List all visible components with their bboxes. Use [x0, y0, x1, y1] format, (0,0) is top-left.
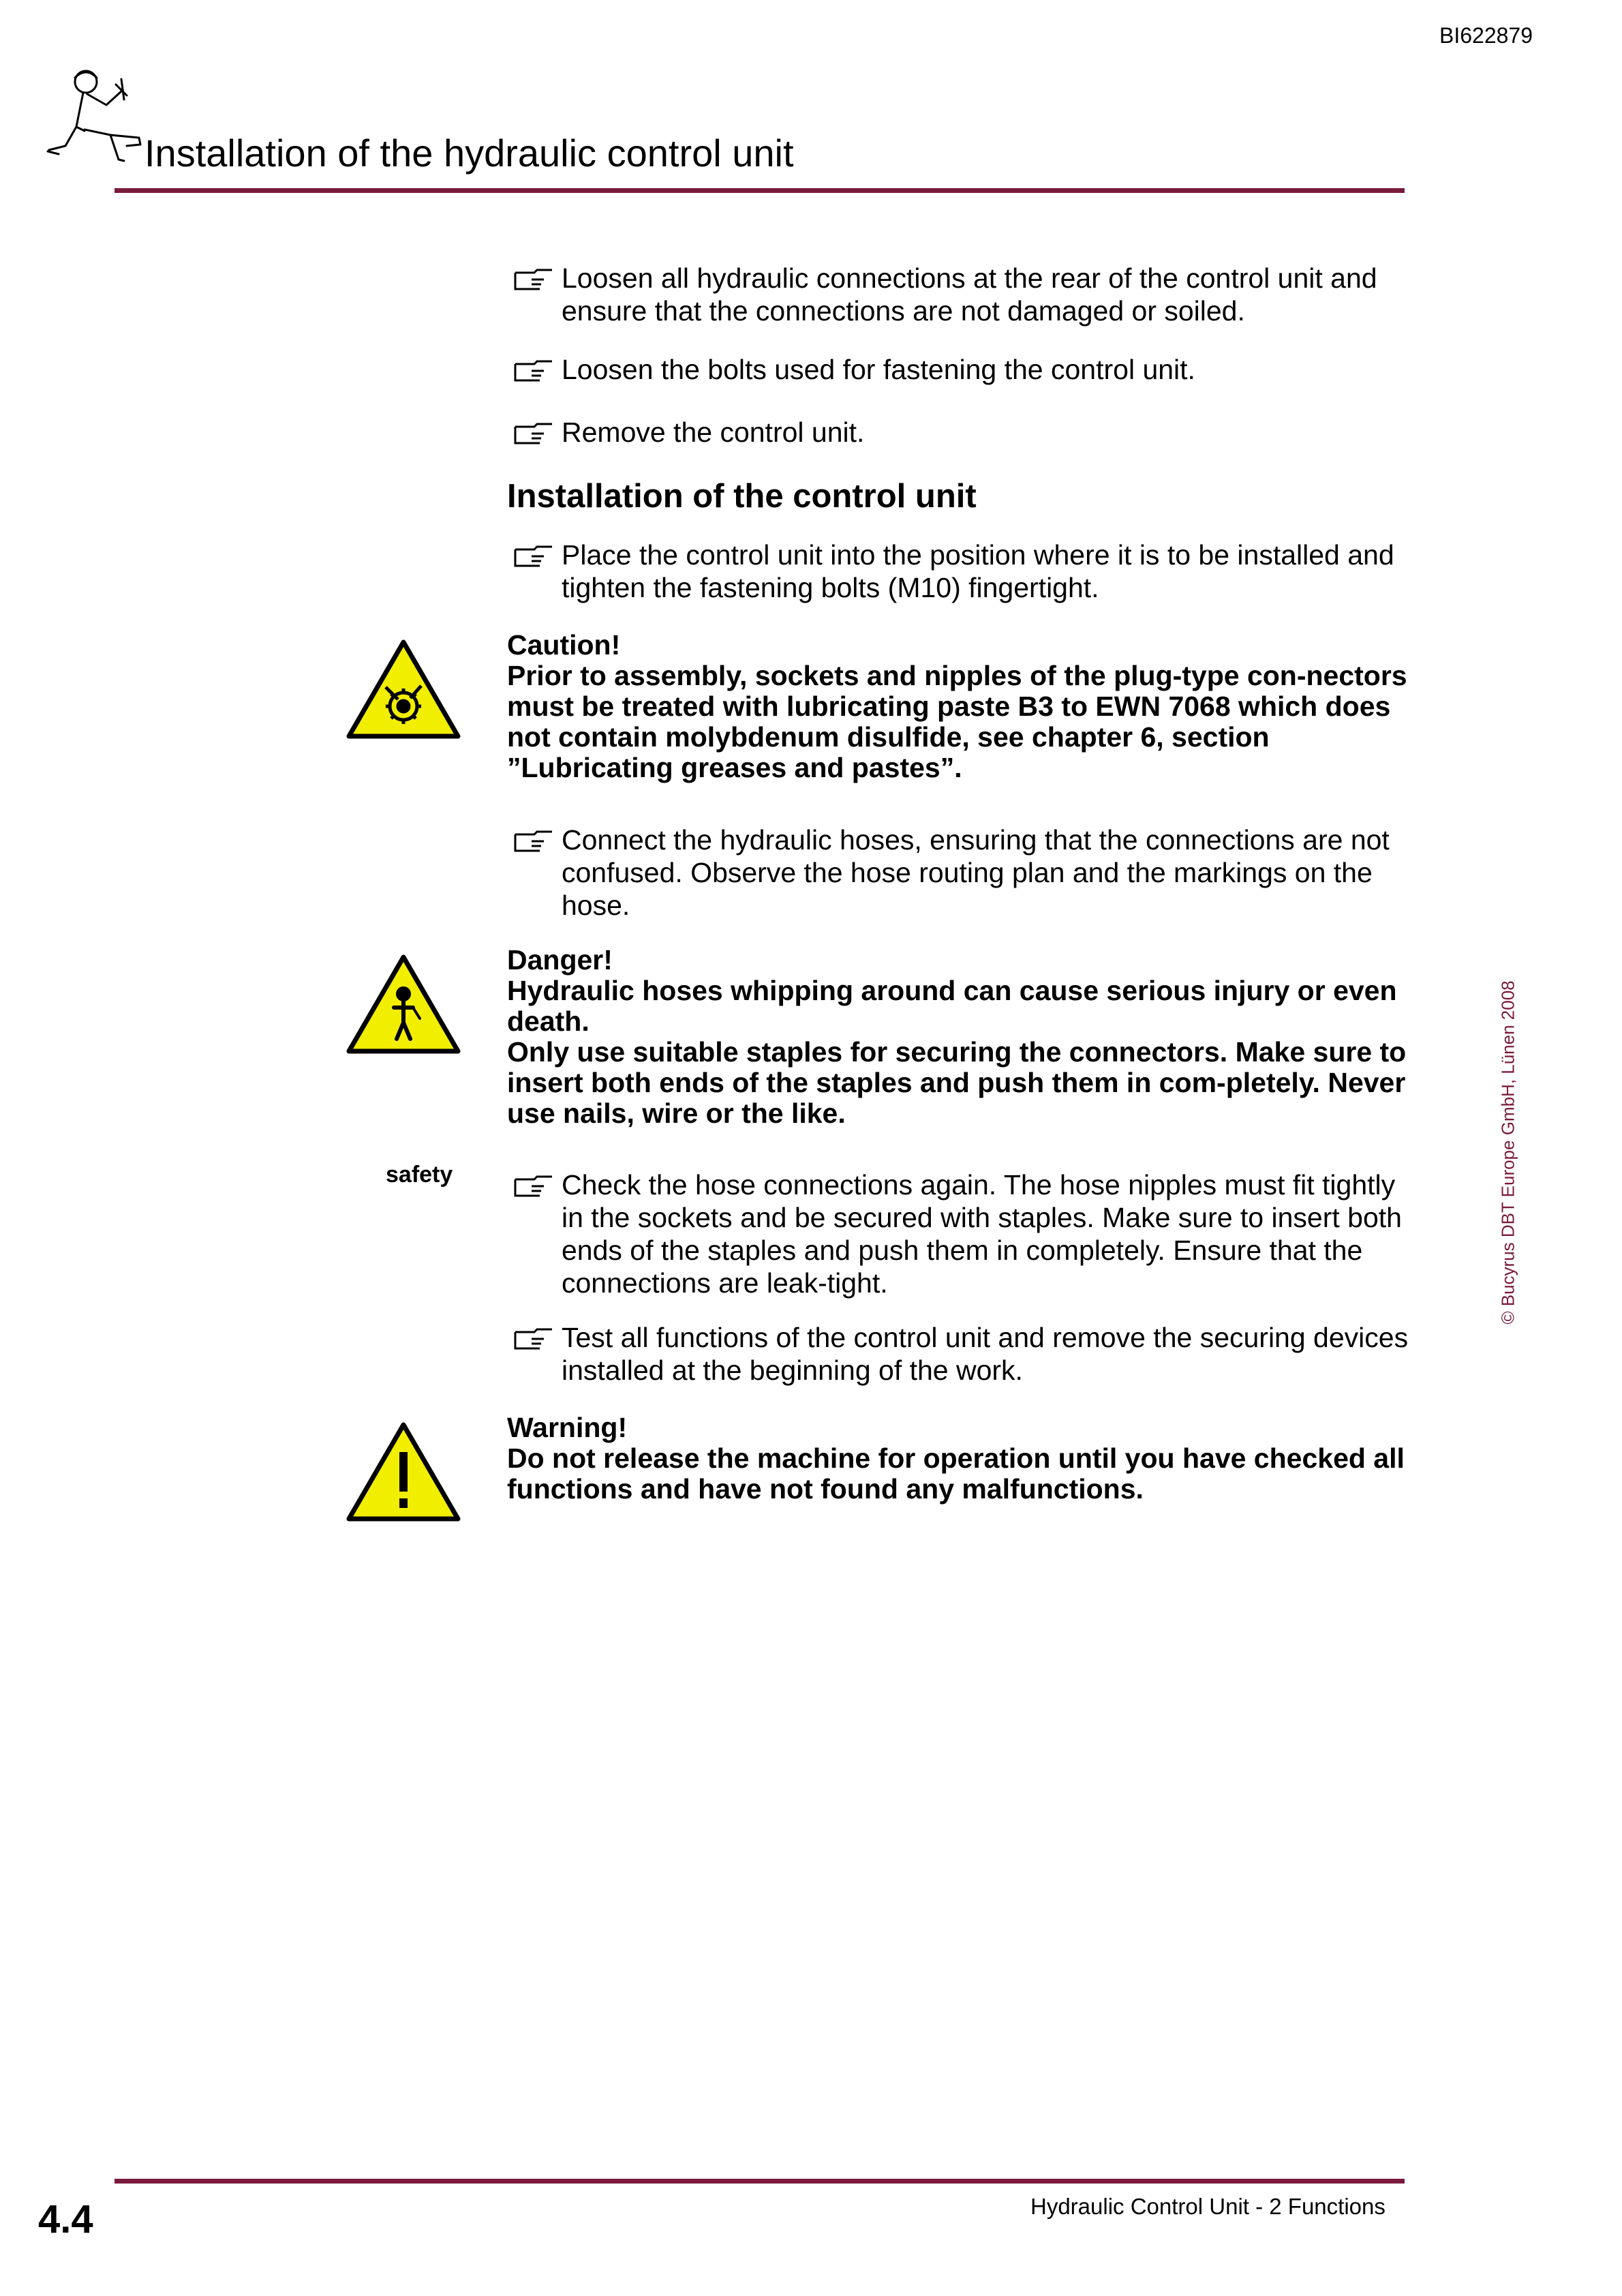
margin-label-safety: safety [386, 1162, 453, 1188]
mechanic-working-icon [45, 64, 144, 173]
step-remove-unit [507, 416, 1413, 449]
person-injury-warning-icon [345, 953, 462, 1055]
pointing-hand-icon [514, 267, 555, 292]
step-check-hoses [507, 1168, 1413, 1299]
warning-title: Warning! [507, 1412, 628, 1443]
step-text: Loosen the bolts used for fastening the control unit. [562, 354, 1195, 385]
document-id: BI622879 [1439, 23, 1533, 48]
pointing-hand-icon [514, 359, 555, 383]
footer-rule [114, 2179, 1405, 2184]
step-text: Check the hose connections again. The hose nipples must fit tightly in the sockets and be secured with staples. Make sure to insert both ends of the staples and push them in completely. Ensure that the connections are leak-tight. [562, 1169, 1402, 1299]
header-rule [114, 188, 1405, 193]
danger-notice [507, 945, 1413, 1129]
copyright-notice [1497, 975, 1520, 1329]
page-number: 4.4 [38, 2197, 93, 2241]
step-loosen-bolts [507, 353, 1413, 386]
pointing-hand-icon [514, 829, 555, 854]
pointing-hand-icon [514, 544, 555, 569]
step-test-functions [507, 1321, 1413, 1387]
step-text: Remove the control unit. [562, 417, 865, 448]
caution-notice [507, 630, 1413, 783]
caution-title: Caution! [507, 629, 621, 661]
step-text: Place the control unit into the position where it is to be installed and tighten the fastening bolts (M10) fingertight. [562, 539, 1394, 603]
machine-hazard-warning-icon [345, 638, 462, 740]
pointing-hand-icon [514, 421, 555, 446]
step-loosen-connections [507, 262, 1413, 327]
caution-text: Prior to assembly, sockets and nipples of the plug-type con-nectors must be treated with lubricating paste B3 to EWN 7068 which does not contain molybdenum disulfide, see chapter 6, section ”Lubricating greases and pastes”. [507, 660, 1407, 783]
page-title: Installation of the hydraulic control unit [144, 132, 794, 175]
pointing-hand-icon [514, 1174, 555, 1198]
step-place-unit [507, 539, 1413, 604]
danger-text-1: Hydraulic hoses whipping around can cause serious injury or even death. [507, 975, 1397, 1037]
footer-text: Hydraulic Control Unit - 2 Functions [1030, 2194, 1386, 2219]
step-text: Test all functions of the control unit and remove the securing devices installed at the beginning of the work. [562, 1322, 1409, 1386]
step-text: Connect the hydraulic hoses, ensuring that the connections are not confused. Observe the hose routing plan and the markings on the hose. [562, 824, 1390, 921]
danger-text-2: Only use suitable staples for securing the connectors. Make sure to insert both ends of the staples and push them in com-pletely. Never use nails, wire or the like. [507, 1036, 1407, 1129]
copyright-text: © Bucyrus DBT Europe GmbH, Lünen 2008 [1497, 980, 1518, 1325]
warning-notice [507, 1413, 1413, 1505]
step-connect-hoses [507, 824, 1413, 922]
warning-text: Do not release the machine for operation until you have checked all functions and have not found any malfunctions. [507, 1442, 1405, 1505]
step-text: Loosen all hydraulic connections at the rear of the control unit and ensure that the connections are not damaged or soiled. [562, 262, 1377, 327]
pointing-hand-icon [514, 1327, 555, 1351]
exclamation-warning-icon [345, 1421, 462, 1523]
section-heading: Installation of the control unit [507, 478, 977, 515]
danger-title: Danger! [507, 944, 613, 976]
